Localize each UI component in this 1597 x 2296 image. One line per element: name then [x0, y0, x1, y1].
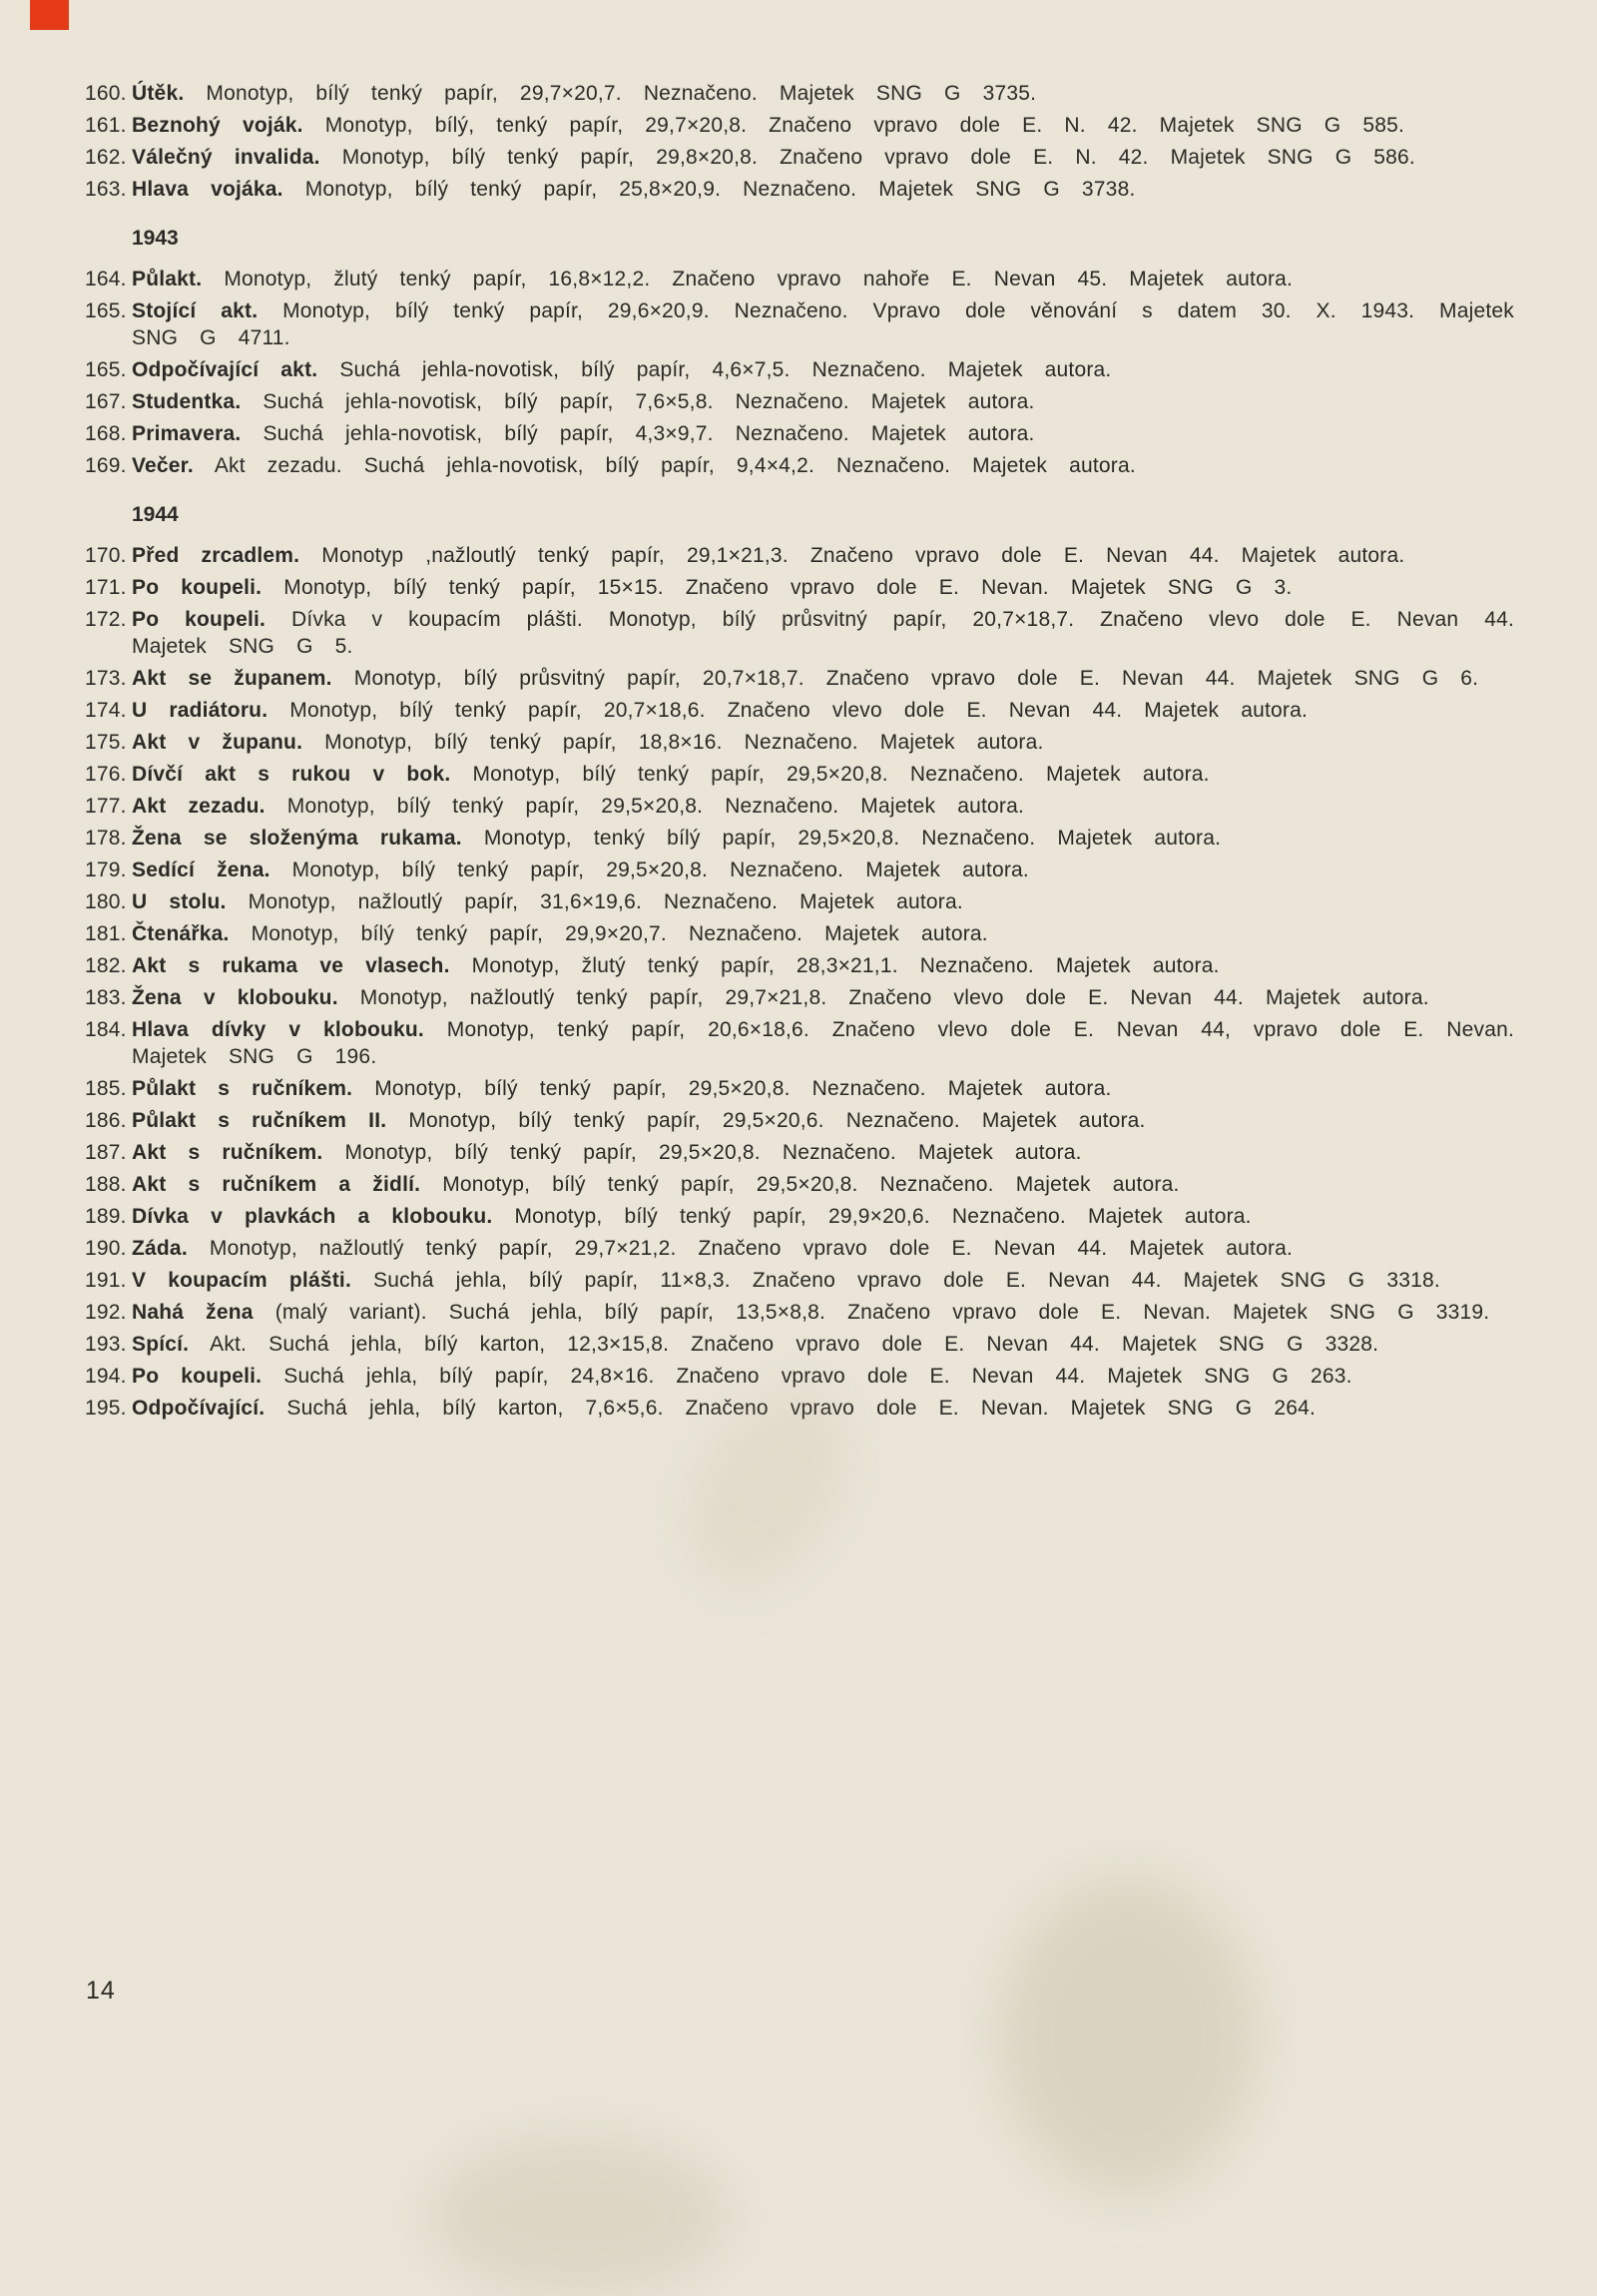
year-heading: 1943: [132, 227, 179, 250]
catalog-entry: [85, 825, 1514, 852]
entry-text: Monotyp, bílý tenký papír, 15×15. Značeno vpravo dole E. Nevan. Majetek SNG G 3.: [283, 576, 1293, 599]
entry-title: Žena se složenýma rukama.: [132, 827, 462, 850]
entry-text: Monotyp, bílý, tenký papír, 29,7×20,8. Značeno vpravo dole E. N. 42. Majetek SNG G 585.: [324, 114, 1405, 137]
entry-number: 192.: [85, 1301, 127, 1324]
entry-text: (malý variant). Suchá jehla, bílý papír, 13,5×8,8. Značeno vpravo dole E. Nevan. Majetek SNG G 3319.: [274, 1301, 1490, 1324]
catalog-entry: [85, 356, 1514, 383]
year-heading: 1944: [132, 503, 179, 526]
catalog-entry: [85, 1203, 1514, 1230]
entry-number: 179.: [85, 859, 127, 881]
catalog-entry: [85, 112, 1514, 139]
entry-title: Útěk.: [132, 82, 185, 105]
entry-title: Večer.: [132, 454, 194, 477]
catalog-entry: [85, 574, 1514, 601]
entry-title: Akt zezadu.: [132, 795, 266, 818]
entry-number: 185.: [85, 1077, 127, 1100]
entry-text: Monotyp, nažloutlý tenký papír, 29,7×21,2. Značeno vpravo dole E. Nevan 44. Majetek autora.: [209, 1237, 1294, 1260]
catalog-entry: [85, 420, 1514, 447]
entry-text: Suchá jehla, bílý papír, 24,8×16. Značeno vpravo dole E. Nevan 44. Majetek SNG G 263.: [283, 1365, 1352, 1388]
entry-text: Monotyp, tenký papír, 20,6×18,6. Značeno vlevo dole E. Nevan 44, vpravo dole E. Nevan. Majetek SNG G 196.: [132, 1018, 1514, 1068]
entry-text: Suchá jehla-novotisk, bílý papír, 4,3×9,7. Neznačeno. Majetek autora.: [263, 422, 1035, 445]
catalog-entry: [85, 888, 1514, 915]
catalog-entry: [85, 606, 1514, 660]
catalog-entry: [85, 1395, 1514, 1422]
catalog-entry: [85, 952, 1514, 979]
entry-text: Monotyp, bílý tenký papír, 20,7×18,6. Značeno vlevo dole E. Nevan 44. Majetek autora.: [289, 699, 1309, 722]
entry-title: Půlakt.: [132, 268, 203, 290]
entry-title: Před zrcadlem.: [132, 544, 300, 567]
entry-text: Monotyp, bílý tenký papír, 29,5×20,8. Neznačeno. Majetek autora.: [286, 795, 1025, 818]
entry-title: Studentka.: [132, 390, 242, 413]
entry-title: V koupacím plášti.: [132, 1269, 351, 1292]
catalog-entry: [85, 388, 1514, 415]
entry-number: 178.: [85, 827, 127, 850]
entry-title: Záda.: [132, 1237, 188, 1260]
catalog-entry: [85, 266, 1514, 292]
entry-number: 164.: [85, 268, 127, 290]
catalog-entry: [85, 144, 1514, 171]
catalog-entry: [85, 297, 1514, 351]
entry-title: Půlakt s ručníkem II.: [132, 1109, 387, 1132]
entry-number: 170.: [85, 544, 127, 567]
entry-number: 175.: [85, 731, 127, 754]
entry-title: Žena v klobouku.: [132, 986, 338, 1009]
entry-number: 193.: [85, 1333, 127, 1356]
entry-title: Akt s ručníkem a židlí.: [132, 1173, 421, 1196]
entry-text: Monotyp, bílý tenký papír, 18,8×16. Neznačeno. Majetek autora.: [324, 731, 1044, 754]
entry-text: Suchá jehla-novotisk, bílý papír, 4,6×7,5. Neznačeno. Majetek autora.: [339, 358, 1112, 381]
paper-stain: [998, 1877, 1258, 2196]
entry-title: Akt v županu.: [132, 731, 303, 754]
catalog-list: [85, 80, 1514, 1427]
entry-title: Odpočívající.: [132, 1397, 266, 1420]
catalog-entry: [85, 1139, 1514, 1166]
catalog-entry: [85, 542, 1514, 569]
catalog-entry: [85, 1363, 1514, 1390]
corner-color-mark: [30, 0, 69, 30]
entry-text: Monotyp, bílý tenký papír, 29,5×20,8. Neznačeno. Majetek autora.: [291, 859, 1029, 881]
entry-number: 186.: [85, 1109, 127, 1132]
catalog-entry: [85, 176, 1514, 203]
entry-number: 194.: [85, 1365, 127, 1388]
entry-text: Akt. Suchá jehla, bílý karton, 12,3×15,8. Značeno vpravo dole E. Nevan 44. Majetek SNG G 3328.: [210, 1333, 1379, 1356]
entry-number: 191.: [85, 1269, 127, 1292]
entry-text: Monotyp, nažloutlý tenký papír, 29,7×21,8. Značeno vlevo dole E. Nevan 44. Majetek autora.: [359, 986, 1429, 1009]
catalog-entry: [85, 793, 1514, 820]
entry-text: Monotyp, žlutý tenký papír, 28,3×21,1. Neznačeno. Majetek autora.: [471, 954, 1220, 977]
entry-number: 162.: [85, 146, 127, 169]
entry-text: Monotyp, bílý tenký papír, 29,5×20,8. Neznačeno. Majetek autora.: [344, 1141, 1082, 1164]
entry-number: 165.: [85, 299, 127, 322]
entry-title: U stolu.: [132, 890, 227, 913]
entry-text: Monotyp ,nažloutlý tenký papír, 29,1×21,3. Značeno vpravo dole E. Nevan 44. Majetek autora.: [321, 544, 1405, 567]
entry-text: Monotyp, bílý tenký papír, 29,9×20,6. Neznačeno. Majetek autora.: [514, 1205, 1252, 1228]
entry-title: Hlava dívky v klobouku.: [132, 1018, 424, 1041]
entry-text: Suchá jehla, bílý karton, 7,6×5,6. Značeno vpravo dole E. Nevan. Majetek SNG G 264.: [286, 1397, 1316, 1420]
entry-number: 187.: [85, 1141, 127, 1164]
catalog-entry: [85, 1075, 1514, 1102]
catalog-entry: [85, 984, 1514, 1011]
entry-number: 174.: [85, 699, 127, 722]
entry-number: 165.: [85, 358, 127, 381]
entry-text: Monotyp, bílý tenký papír, 29,5×20,8. Neznačeno. Majetek autora.: [472, 763, 1210, 786]
entry-number: 183.: [85, 986, 127, 1009]
entry-text: Monotyp, bílý průsvitný papír, 20,7×18,7. Značeno vpravo dole E. Nevan 44. Majetek SNG G 6.: [353, 667, 1479, 690]
entry-number: 195.: [85, 1397, 127, 1420]
entry-number: 167.: [85, 390, 127, 413]
entry-title: Akt se županem.: [132, 667, 332, 690]
catalog-entry: [85, 857, 1514, 883]
catalog-entry: [85, 665, 1514, 692]
catalog-entry: [85, 1299, 1514, 1326]
entry-number: 161.: [85, 114, 127, 137]
entry-text: Monotyp, bílý tenký papír, 29,7×20,7. Neznačeno. Majetek SNG G 3735.: [206, 82, 1037, 105]
catalog-entry: [85, 761, 1514, 788]
entry-text: Monotyp, bílý tenký papír, 29,5×20,8. Neznačeno. Majetek autora.: [442, 1173, 1180, 1196]
entry-text: Monotyp, bílý tenký papír, 29,9×20,7. Neznačeno. Majetek autora.: [251, 922, 988, 945]
entry-text: Monotyp, nažloutlý papír, 31,6×19,6. Neznačeno. Majetek autora.: [248, 890, 963, 913]
entry-title: Hlava vojáka.: [132, 178, 283, 201]
entry-text: Dívka v koupacím plášti. Monotyp, bílý průsvitný papír, 20,7×18,7. Značeno vlevo dole E. Nevan 44. Majetek SNG G 5.: [132, 608, 1514, 658]
entry-number: 171.: [85, 576, 127, 599]
catalog-entry: [85, 80, 1514, 107]
catalog-entry: [85, 1171, 1514, 1198]
entry-text: Suchá jehla, bílý papír, 11×8,3. Značeno vpravo dole E. Nevan 44. Majetek SNG G 3318.: [373, 1269, 1440, 1292]
entry-title: U radiátoru.: [132, 699, 268, 722]
entry-text: Monotyp, bílý tenký papír, 29,5×20,8. Neznačeno. Majetek autora.: [374, 1077, 1112, 1100]
catalog-entry: [85, 1267, 1514, 1294]
entry-number: 182.: [85, 954, 127, 977]
entry-number: 176.: [85, 763, 127, 786]
entry-title: Beznohý voják.: [132, 114, 303, 137]
catalog-entry: [85, 729, 1514, 756]
entry-title: Akt s rukama ve vlasech.: [132, 954, 450, 977]
entry-number: 181.: [85, 922, 127, 945]
entry-number: 160.: [85, 82, 127, 105]
entry-text: Monotyp, bílý tenký papír, 29,5×20,6. Neznačeno. Majetek autora.: [408, 1109, 1146, 1132]
entry-title: Sedící žena.: [132, 859, 270, 881]
entry-title: Dívčí akt s rukou v bok.: [132, 763, 451, 786]
paper-stain: [429, 2136, 729, 2296]
entry-number: 177.: [85, 795, 127, 818]
entry-text: Monotyp, tenký bílý papír, 29,5×20,8. Neznačeno. Majetek autora.: [483, 827, 1222, 850]
entry-number: 189.: [85, 1205, 127, 1228]
entry-number: 173.: [85, 667, 127, 690]
entry-number: 169.: [85, 454, 127, 477]
entry-title: Čtenářka.: [132, 922, 230, 945]
entry-text: Akt zezadu. Suchá jehla-novotisk, bílý papír, 9,4×4,2. Neznačeno. Majetek autora.: [214, 454, 1136, 477]
entry-title: Akt s ručníkem.: [132, 1141, 323, 1164]
entry-number: 190.: [85, 1237, 127, 1260]
entry-title: Po koupeli.: [132, 608, 266, 631]
catalog-entry: [85, 920, 1514, 947]
entry-number: 184.: [85, 1018, 127, 1041]
catalog-entry: [85, 452, 1514, 479]
entry-number: 188.: [85, 1173, 127, 1196]
catalog-entry: [85, 1107, 1514, 1134]
catalog-entry: [85, 1331, 1514, 1358]
entry-title: Dívka v plavkách a klobouku.: [132, 1205, 493, 1228]
entry-title: Po koupeli.: [132, 1365, 263, 1388]
entry-text: Monotyp, bílý tenký papír, 29,6×20,9. Neznačeno. Vpravo dole věnování s datem 30. X. 1943. Majetek SNG G 4711.: [132, 299, 1514, 349]
entry-title: Nahá žena: [132, 1301, 254, 1324]
page-number: 14: [86, 1977, 116, 2005]
catalog-entry: [85, 1016, 1514, 1070]
entry-text: Monotyp, bílý tenký papír, 25,8×20,9. Neznačeno. Majetek SNG G 3738.: [304, 178, 1136, 201]
entry-title: Stojící akt.: [132, 299, 259, 322]
entry-number: 168.: [85, 422, 127, 445]
entry-number: 180.: [85, 890, 127, 913]
entry-title: Válečný invalida.: [132, 146, 320, 169]
entry-title: Spící.: [132, 1333, 190, 1356]
catalog-entry: [85, 1235, 1514, 1262]
entry-title: Po koupeli.: [132, 576, 263, 599]
entry-title: Odpočívající akt.: [132, 358, 318, 381]
entry-text: Suchá jehla-novotisk, bílý papír, 7,6×5,8. Neznačeno. Majetek autora.: [263, 390, 1035, 413]
entry-title: Půlakt s ručníkem.: [132, 1077, 353, 1100]
entry-text: Monotyp, žlutý tenký papír, 16,8×12,2. Značeno vpravo nahoře E. Nevan 45. Majetek autora.: [224, 268, 1294, 290]
entry-text: Monotyp, bílý tenký papír, 29,8×20,8. Značeno vpravo dole E. N. 42. Majetek SNG G 586.: [341, 146, 1415, 169]
entry-number: 163.: [85, 178, 127, 201]
entry-number: 172.: [85, 608, 127, 631]
entry-title: Primavera.: [132, 422, 242, 445]
catalog-entry: [85, 697, 1514, 724]
